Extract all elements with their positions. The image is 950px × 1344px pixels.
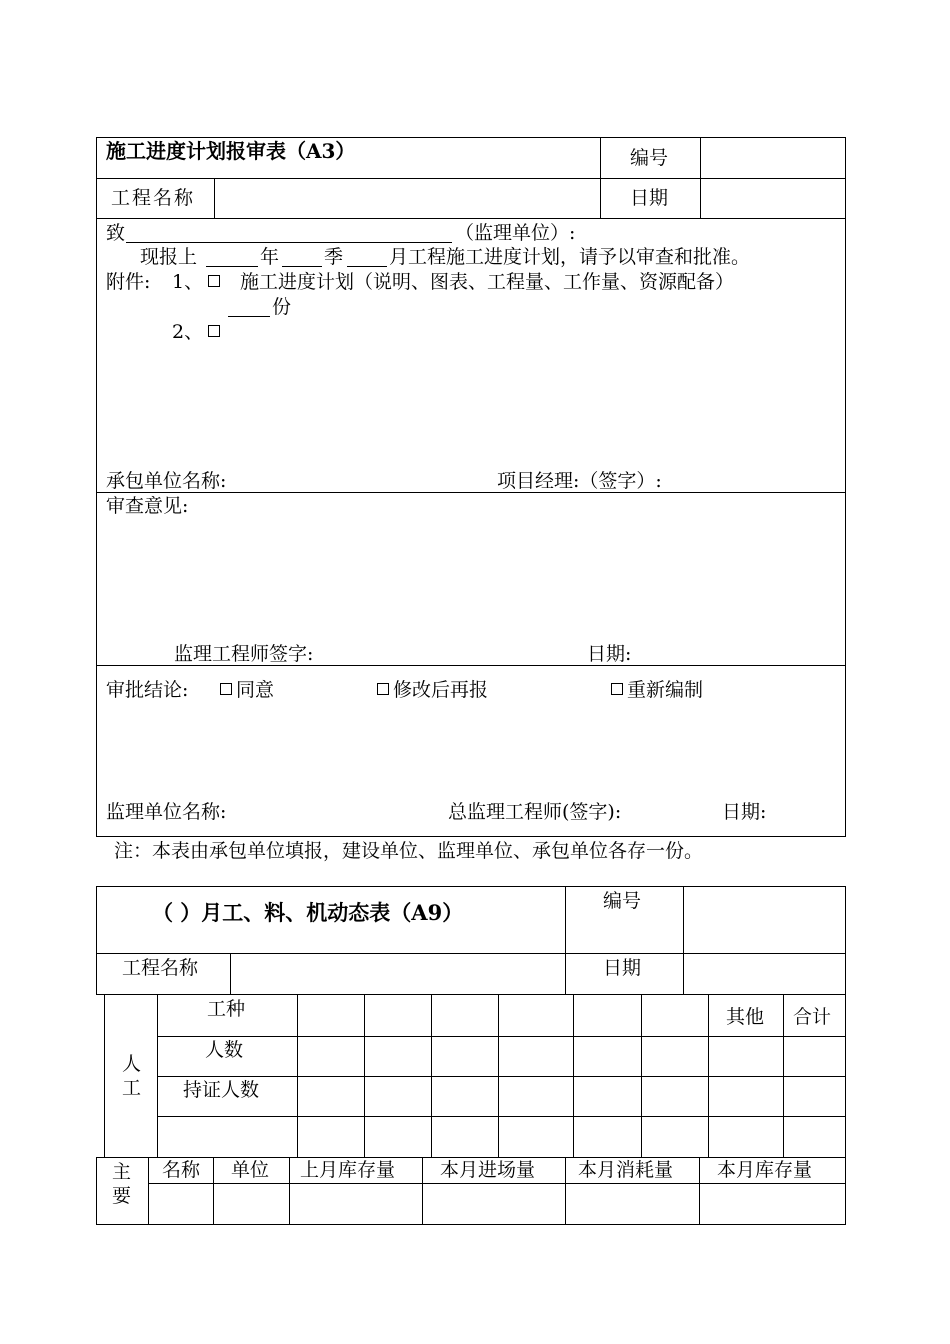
material-section-label: 主要 xyxy=(112,1161,132,1207)
project-name-field[interactable] xyxy=(222,187,592,209)
attachment-1-text: 施工进度计划（说明、图表、工程量、工作量、资源配备） xyxy=(240,271,735,293)
form-a9-rule xyxy=(230,953,231,995)
material-header-current-stock: 本月库存量 xyxy=(717,1159,813,1181)
form-a3-rule xyxy=(214,178,215,218)
form-a9-rule xyxy=(96,953,846,954)
review-opinion-label: 审查意见: xyxy=(106,495,189,517)
attachment-2-checkbox[interactable] xyxy=(208,325,220,337)
date-label: 日期 xyxy=(630,187,669,209)
labor-row-certified: 持证人数 xyxy=(183,1079,260,1101)
year-label: 年 xyxy=(260,246,280,268)
redo-label: 重新编制 xyxy=(627,679,704,701)
review-date-label: 日期: xyxy=(587,643,632,665)
form-a3-rule xyxy=(600,137,601,218)
material-header-name: 名称 xyxy=(162,1159,201,1181)
attachment-label: 附件: xyxy=(106,271,151,293)
redo-checkbox[interactable] xyxy=(611,683,623,695)
material-header-incoming: 本月进场量 xyxy=(440,1159,536,1181)
material-header-last-stock: 上月库存量 xyxy=(300,1159,396,1181)
labor-grid-line xyxy=(157,1076,846,1077)
attachment-1-num: 1、 xyxy=(172,271,204,293)
supervisor-unit-label: 监理单位名称: xyxy=(106,801,227,823)
final-date-label: 日期: xyxy=(722,801,767,823)
form-a3-rule xyxy=(700,137,701,218)
material-grid-line xyxy=(148,1157,149,1225)
copies-blank[interactable] xyxy=(228,316,270,317)
material-grid-line xyxy=(699,1157,700,1225)
form-note: 注：本表由承包单位填报，建设单位、监理单位、承包单位各存一份。 xyxy=(114,840,704,862)
form-a3-title: 施工进度计划报审表（A3） xyxy=(106,139,356,163)
labor-section-label: 人工 xyxy=(122,1053,142,1099)
month-blank[interactable] xyxy=(347,266,387,267)
attachment-1-checkbox[interactable] xyxy=(208,275,220,287)
material-header-unit: 单位 xyxy=(231,1159,270,1181)
to-suffix: （监理单位）: xyxy=(455,222,576,244)
to-prefix: 致 xyxy=(106,222,126,244)
material-grid-line xyxy=(148,1183,846,1184)
agree-label: 同意 xyxy=(236,679,275,701)
a9-number-field[interactable] xyxy=(692,890,837,912)
material-grid-line xyxy=(565,1157,566,1225)
engineer-sign-label: 监理工程师签字: xyxy=(174,643,314,665)
form-a9-title: （ ）月工、料、机动态表（A9） xyxy=(152,900,464,925)
number-label: 编号 xyxy=(630,147,669,169)
number-field[interactable] xyxy=(710,147,835,169)
form-a3-rule xyxy=(96,665,846,666)
form-a3-rule xyxy=(96,218,846,219)
attachment-2-num: 2、 xyxy=(172,321,204,343)
season-label: 季 xyxy=(324,246,344,268)
report-prefix: 现报上 xyxy=(140,246,198,268)
a9-project-name-label: 工程名称 xyxy=(122,957,199,979)
labor-row-headcount: 人数 xyxy=(205,1039,244,1061)
conclusion-label: 审批结论: xyxy=(106,679,189,701)
material-grid-line xyxy=(289,1157,290,1225)
material-grid-line xyxy=(213,1157,214,1225)
material-header-consumed: 本月消耗量 xyxy=(578,1159,674,1181)
report-suffix: 月工程施工进度计划，请予以审查和批准。 xyxy=(389,246,751,268)
revise-label: 修改后再报 xyxy=(393,679,489,701)
material-grid-line xyxy=(422,1157,423,1225)
form-a9-rule xyxy=(565,886,566,995)
chief-engineer-label: 总监理工程师(签字): xyxy=(448,801,622,823)
revise-checkbox[interactable] xyxy=(377,683,389,695)
labor-grid-line xyxy=(157,1036,846,1037)
total-column-label: 合计 xyxy=(793,1006,832,1028)
a9-project-name-field[interactable] xyxy=(240,957,555,979)
project-name-label: 工程名称 xyxy=(111,187,196,209)
form-a9-rule xyxy=(683,886,684,995)
form-a3-rule xyxy=(96,178,846,179)
pm-sign-label: 项目经理:（签字）: xyxy=(497,470,662,492)
labor-row-trade: 工种 xyxy=(207,998,246,1020)
agree-checkbox[interactable] xyxy=(220,683,232,695)
contractor-label: 承包单位名称: xyxy=(106,470,227,492)
season-blank[interactable] xyxy=(282,266,322,267)
year-blank[interactable] xyxy=(206,266,258,267)
a9-date-label: 日期 xyxy=(603,957,642,979)
a9-date-field[interactable] xyxy=(692,957,837,979)
supervisor-unit-blank[interactable] xyxy=(126,242,452,243)
date-field[interactable] xyxy=(710,187,835,209)
a9-number-label: 编号 xyxy=(603,890,642,912)
labor-grid-line xyxy=(104,995,105,1157)
other-column-label: 其他 xyxy=(726,1006,765,1028)
copies-label: 份 xyxy=(272,296,292,318)
form-a3-rule xyxy=(96,492,846,493)
labor-grid-line xyxy=(157,1116,846,1117)
